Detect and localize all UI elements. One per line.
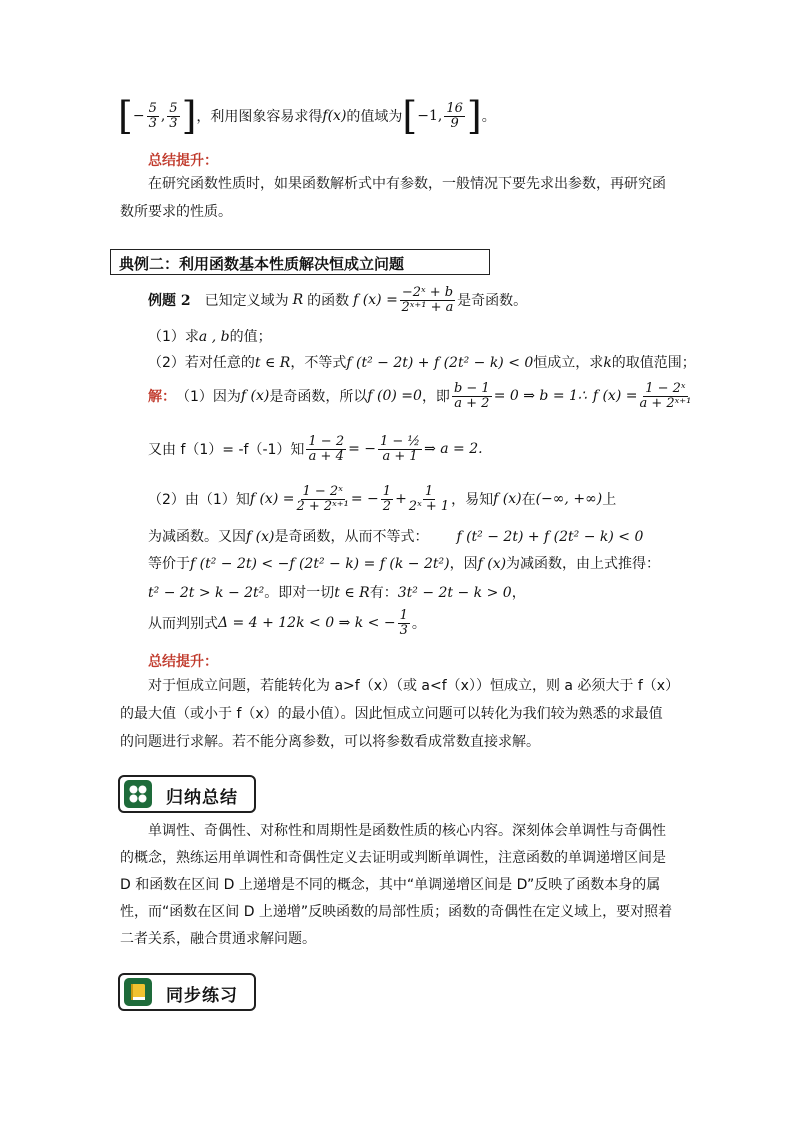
solution-label: 解： — [148, 389, 176, 405]
fraction-lo: $\frac{5}{3}$ — [148, 100, 157, 131]
solution-line-6: t² − 2t > k − 2t²。即对一切t ∈ R有：3t² − 2t − k > 0， — [148, 585, 526, 601]
solution-line-2: 又由 f（1）= -f（-1）知 $\frac{1 - 2}{a + 4}$ = − $\frac{\text{1 − ½}}{a + 1}$ ⇒ a = 2. — [148, 433, 483, 464]
summary-heading-1: 总结提升： — [148, 153, 218, 169]
section-practice-title: 同步练习 — [166, 986, 238, 1006]
book-icon — [124, 978, 152, 1006]
solution-line-7: 从而判别式 Δ = 4 + 12k < 0 ⇒ k < − $\frac{1}{3}$ 。 — [148, 607, 426, 638]
summary-text-2: 对于恒成立问题，若能转化为 a>f（x）（或 a<f（x））恒成立，则 a 必须大于 f（x）的最大值（或小于 f（x）的最小值）。因此恒成立问题可以转化为我们较为熟悉的求最值的问题进行求解。若不能分离参数，可以将参数看成常数直接求解。 — [120, 678, 673, 750]
section-summary-text: 单调性、奇偶性、对称性和周期性是函数性质的核心内容。深刻体会单调性与奇偶性的概念，熟练运用单调性和奇偶性定义去证明或判断单调性，注意函数的单调递增区间是 D 和函数在区间 D 上递增是不同的概念，其中“单调递增区间是 D”反映了函数本身的属性，而“函数在区间 D 上递增”反映函数的局部性质；函数的奇偶性在定义域上，要对照着二者关系，融合贯通求解问题。 — [120, 823, 673, 947]
example-label: 例题 2 — [148, 293, 191, 309]
right-bracket: ] — [181, 94, 197, 138]
left-bracket: [ — [118, 94, 133, 138]
fraction-range: $\frac{16}{9}$ — [446, 100, 463, 131]
fx-symbol: f(x) — [322, 108, 347, 124]
example-fraction: $\frac{\text{−2ˣ + b}}{\text{2ˣ⁺¹ + a}}$ — [401, 284, 454, 315]
example-title: 典例二：利用函数基本性质解决恒成立问题 — [119, 255, 405, 273]
fraction-hi: $\frac{5}{3}$ — [169, 100, 178, 131]
grid-icon — [124, 780, 152, 808]
line1-mid-text: ，利用图象容易求得 — [196, 109, 323, 125]
section-summary-header — [118, 775, 256, 813]
example2-statement: 例题 2 已知定义域为 R 的函数 f (x) = $\frac{\text{−2ˣ + b}}{\text{2ˣ⁺¹ + a}}$ 是奇函数。 — [148, 284, 528, 315]
interval-line: [ − $\frac{5}{3}$ , $\frac{5}{3}$ ] ，利用图象容易求得 f(x) 的值域为 [ −1, $\frac{16}{9}$ ] 。 — [118, 94, 496, 138]
solution-line-4: 为减函数。又因f (x)是奇函数，从而不等式： f (t² − 2t) + f (2t² − k) < 0 — [148, 529, 644, 545]
section-summary-title: 归纳总结 — [166, 788, 238, 808]
summary-text-1: 在研究函数性质时，如果函数解析式中有参数，一般情况下要先求出参数，再研究函数所要求的性质。 — [120, 176, 666, 220]
solution-line-1: 解： （1）因为 f (x) 是奇函数，所以 f (0) =0 ，即 $\frac{b - 1}{a + 2}$ = 0 ⇒ b = 1∴ f (x) = $\frac{\text{1 − 2ˣ}}{\text{a + 2ˣ⁺¹}}$ — [148, 380, 692, 411]
solution-line-3: （2）由（1）知 f (x) = $\frac{\text{1 − 2ˣ}}{\text{2 + 2ˣ⁺¹}}$ = − $\frac{1}{2}$ + $\frac{1}{\text{2ˣ + 1}}$ ，易知 f (x) 在 (−∞, +∞) 上 — [148, 483, 617, 514]
range-text: 的值域为 — [346, 109, 403, 125]
section-practice-header — [118, 973, 256, 1011]
question-2: （2）若对任意的t ∈ R，不等式f (t² − 2t) + f (2t² − k) < 0恒成立，求k的取值范围； — [148, 355, 696, 371]
solution-line-5: 等价于f (t² − 2t) < −f (2t² − k) = f (k − 2t²)，因f (x)为减函数，由上式推得： — [148, 556, 661, 572]
question-1: （1）求a , b的值； — [148, 329, 272, 345]
summary-heading-2: 总结提升： — [148, 654, 218, 670]
example-title-box — [110, 249, 490, 275]
